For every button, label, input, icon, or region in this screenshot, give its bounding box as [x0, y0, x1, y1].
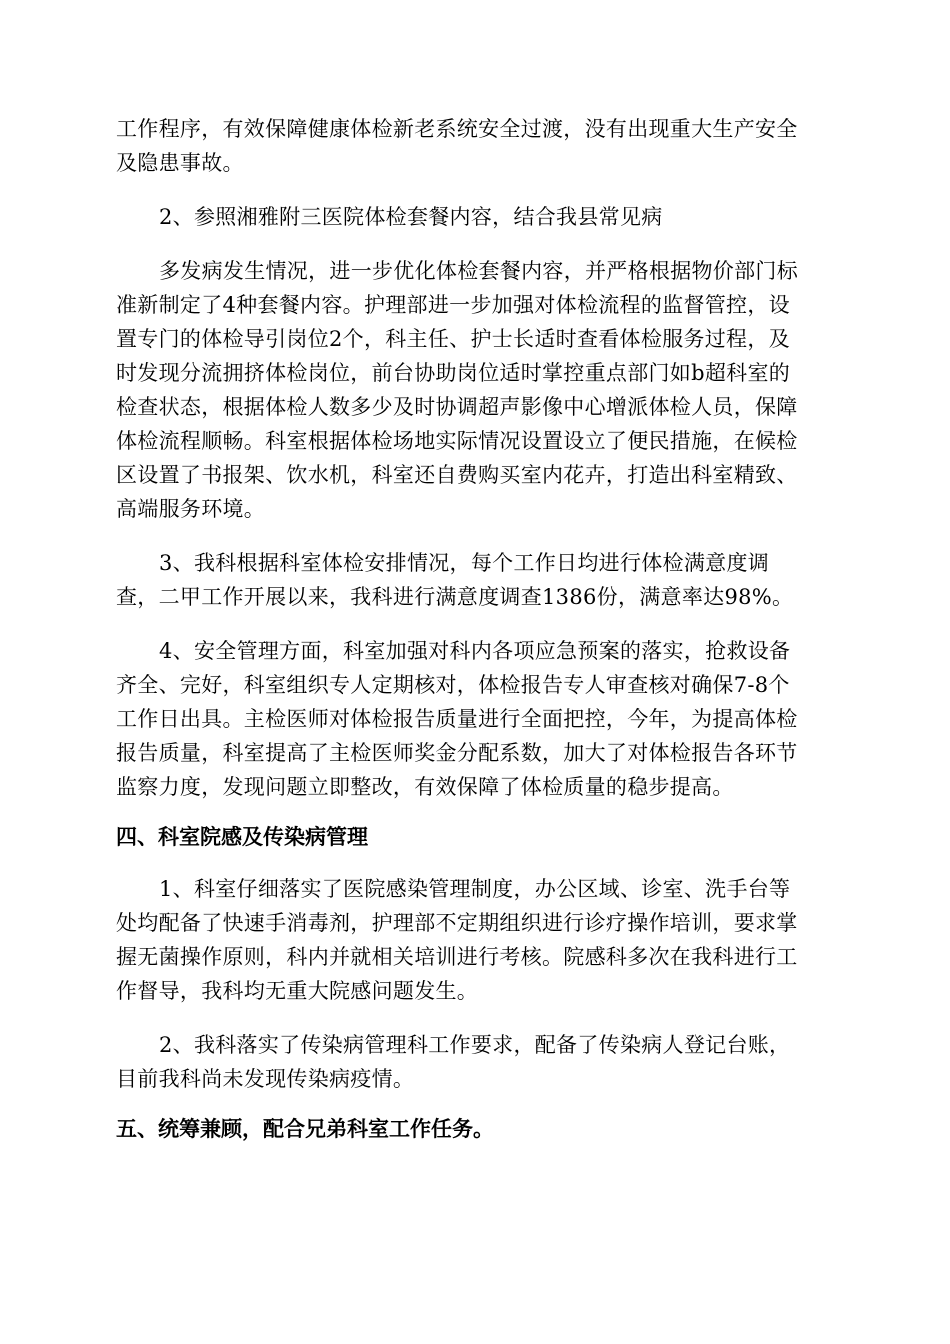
text-line: 监察力度，发现问题立即整改，有效保障了体检质量的稳步提高。: [116, 775, 734, 799]
text-line: 2、我科落实了传染病管理科工作要求，配备了传染病人登记台账，: [159, 1033, 791, 1057]
text-line: 目前我科尚未发现传染病疫情。: [116, 1067, 415, 1091]
text-line: 3、我科根据科室体检安排情况，每个工作日均进行体检满意度调: [159, 551, 770, 575]
text-line: 1、科室仔细落实了医院感染管理制度，办公区域、诊室、洗手台等: [159, 877, 791, 901]
text-line: 作督导，我科均无重大院感问题发生。: [116, 979, 479, 1003]
text-line: 置专门的体检导引岗位2个，科主任、护士长适时查看体检服务过程，及: [116, 327, 790, 351]
text-line: 检查状态，根据体检人数多少及时协调超声影像中心增派体检人员，保障: [116, 395, 798, 419]
text-line: 多发病发生情况，进一步优化体检套餐内容，并严格根据物价部门标: [159, 259, 798, 283]
text-line: 体检流程顺畅。科室根据体检场地实际情况设置设立了便民措施，在候检: [116, 429, 798, 453]
text-line: 区设置了书报架、饮水机，科室还自费购买室内花卉，打造出科室精致、: [116, 463, 798, 487]
paragraph-item-2: [116, 200, 836, 234]
paragraph-item-4: [116, 634, 836, 804]
paragraph-checkup-package: [116, 254, 836, 526]
text-line: 4、安全管理方面，科室加强对科内各项应急预案的落实，抢救设备: [159, 639, 791, 663]
text-line: 工作程序，有效保障健康体检新老系统安全过渡，没有出现重大生产安全: [116, 117, 798, 141]
text-line: 查，二甲工作开展以来，我科进行满意度调查1386份，满意率达98%。: [116, 585, 794, 609]
paragraph-workflow-end: [116, 112, 836, 180]
document-page: [116, 112, 836, 1146]
section-heading-4: 四、科室院感及传染病管理: [116, 825, 368, 849]
section-heading-5: 五、统筹兼顾，配合兄弟科室工作任务。: [116, 1117, 494, 1141]
text-line: 报告质量，科室提高了主检医师奖金分配系数，加大了对体检报告各环节: [116, 741, 798, 765]
paragraph-item-3: [116, 546, 836, 614]
text-line: 准新制定了4种套餐内容。护理部进一步加强对体检流程的监督管控，设: [116, 293, 790, 317]
text-line: 高端服务环境。: [116, 497, 266, 521]
text-line: 齐全、完好，科室组织专人定期核对，体检报告专人审查核对确保7-8个: [116, 673, 790, 697]
paragraph-infection-1: [116, 872, 836, 1008]
text-line: 处均配备了快速手消毒剂，护理部不定期组织进行诊疗操作培训，要求掌: [116, 911, 798, 935]
text-line: 工作日出具。主检医师对体检报告质量进行全面把控，今年，为提高体检: [116, 707, 798, 731]
paragraph-infection-2: [116, 1028, 836, 1096]
text-line: 及隐患事故。: [116, 151, 244, 175]
text-line: 2、参照湘雅附三医院体检套餐内容，结合我县常见病: [159, 205, 663, 229]
text-line: 时发现分流拥挤体检岗位，前台协助岗位适时掌控重点部门如b超科室的: [116, 361, 791, 385]
text-line: 握无菌操作原则，科内并就相关培训进行考核。院感科多次在我科进行工: [116, 945, 798, 969]
